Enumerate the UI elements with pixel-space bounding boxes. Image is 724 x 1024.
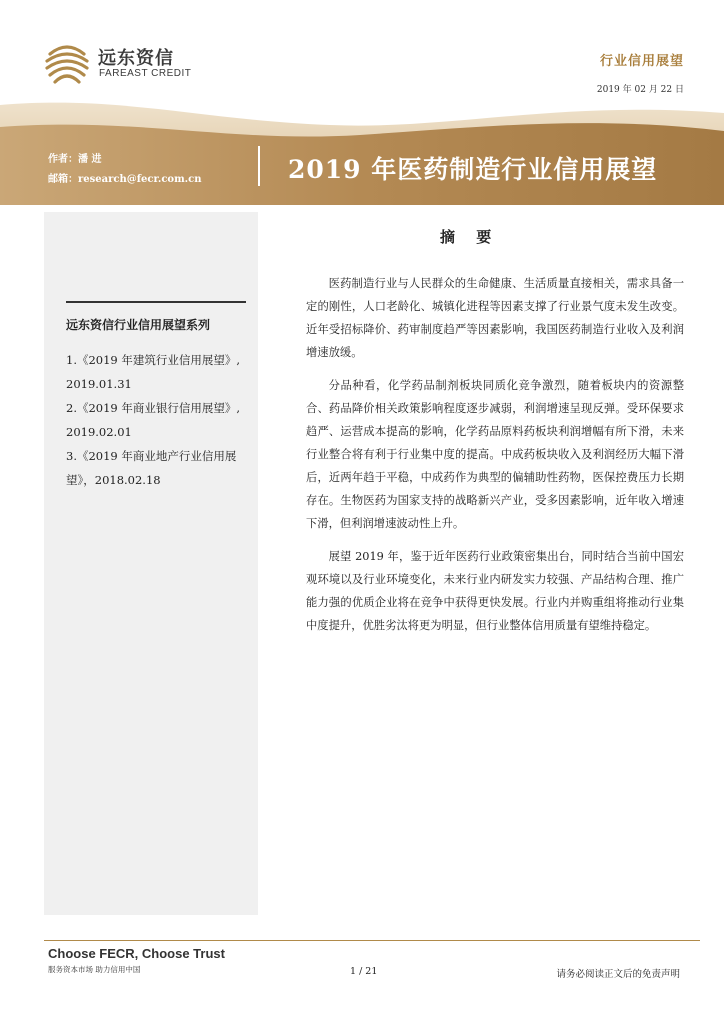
logo-mark-icon: [44, 42, 90, 86]
author-label: 作者：潘 进: [48, 154, 102, 165]
series-title: 远东资信行业信用展望系列: [66, 318, 211, 332]
publish-date: 2019 年 02 月 22 日: [596, 85, 684, 95]
series-divider: [66, 301, 246, 303]
abstract-body: [306, 272, 684, 647]
logo-text-en: FAREAST CREDIT: [99, 68, 192, 79]
disclaimer-note: 请务必阅读正文后的免责声明: [556, 969, 680, 980]
footer-slogan: Choose FECR, Choose Trust: [48, 946, 225, 961]
series-item[interactable]: 1.《2019 年建筑行业信用展望》, 2019.01.31: [66, 353, 241, 391]
logo-text-cn: 远东资信: [98, 48, 174, 69]
email-label[interactable]: 邮箱：research@fecr.com.cn: [48, 174, 202, 185]
footer-slogan-sub: 服务资本市场 助力信用中国: [48, 965, 141, 974]
series-list: [66, 348, 252, 492]
footer-divider: [44, 940, 700, 941]
page-number: 1 / 21: [350, 966, 378, 977]
series-sidebar: [44, 212, 258, 915]
abstract-paragraph: 分品种看，化学药品制剂板块同质化竞争激烈，随着板块内的资源整合、药品降价相关政策影响程度逐步减弱，利润增速呈现反弹。受环保要求趋严、运营成本提高的影响，化学药品原料药板块利润增幅有所下滑，未来行业整合将有利于行业集中度的提高。中成药板块收入及利润经历大幅下滑后，近两年趋于平稳，中成药作为典型的偏辅助性药物，医保控费压力长期存在。生物医药为国家支持的战略新兴产业，受多因素影响，近年收入增速下滑，但利润增速波动性上升。: [306, 379, 684, 530]
series-item[interactable]: 3.《2019 年商业地产行业信用展望》，2018.02.18: [66, 449, 237, 487]
abstract-paragraph: 展望 2019 年，鉴于近年医药行业政策密集出台，同时结合当前中国宏观环境以及行业环境变化，未来行业内研发实力较强、产品结构合理、推广能力强的优质企业将在竞争中获得更快发展。行业内并购重组将推动行业集中度提升，优胜劣汰将更为明显，但行业整体信用质量有望维持稳定。: [306, 550, 684, 632]
doc-type-label: 行业信用展望: [599, 54, 684, 69]
abstract-paragraph: 医药制造行业与人民群众的生命健康、生活质量直接相关，需求具备一定的刚性，人口老龄化、城镇化进程等因素支撑了行业景气度未发生改变。近年受招标降价、药审制度趋严等因素影响，我国医药制造行业收入及利润增速放缓。: [306, 277, 684, 359]
report-title: 2019 年医药制造行业信用展望: [288, 155, 658, 184]
company-logo: [44, 42, 194, 86]
series-item[interactable]: 2.《2019 年商业银行信用展望》, 2019.02.01: [66, 401, 241, 439]
abstract-heading: 摘 要: [440, 228, 500, 246]
title-divider: [258, 146, 260, 186]
